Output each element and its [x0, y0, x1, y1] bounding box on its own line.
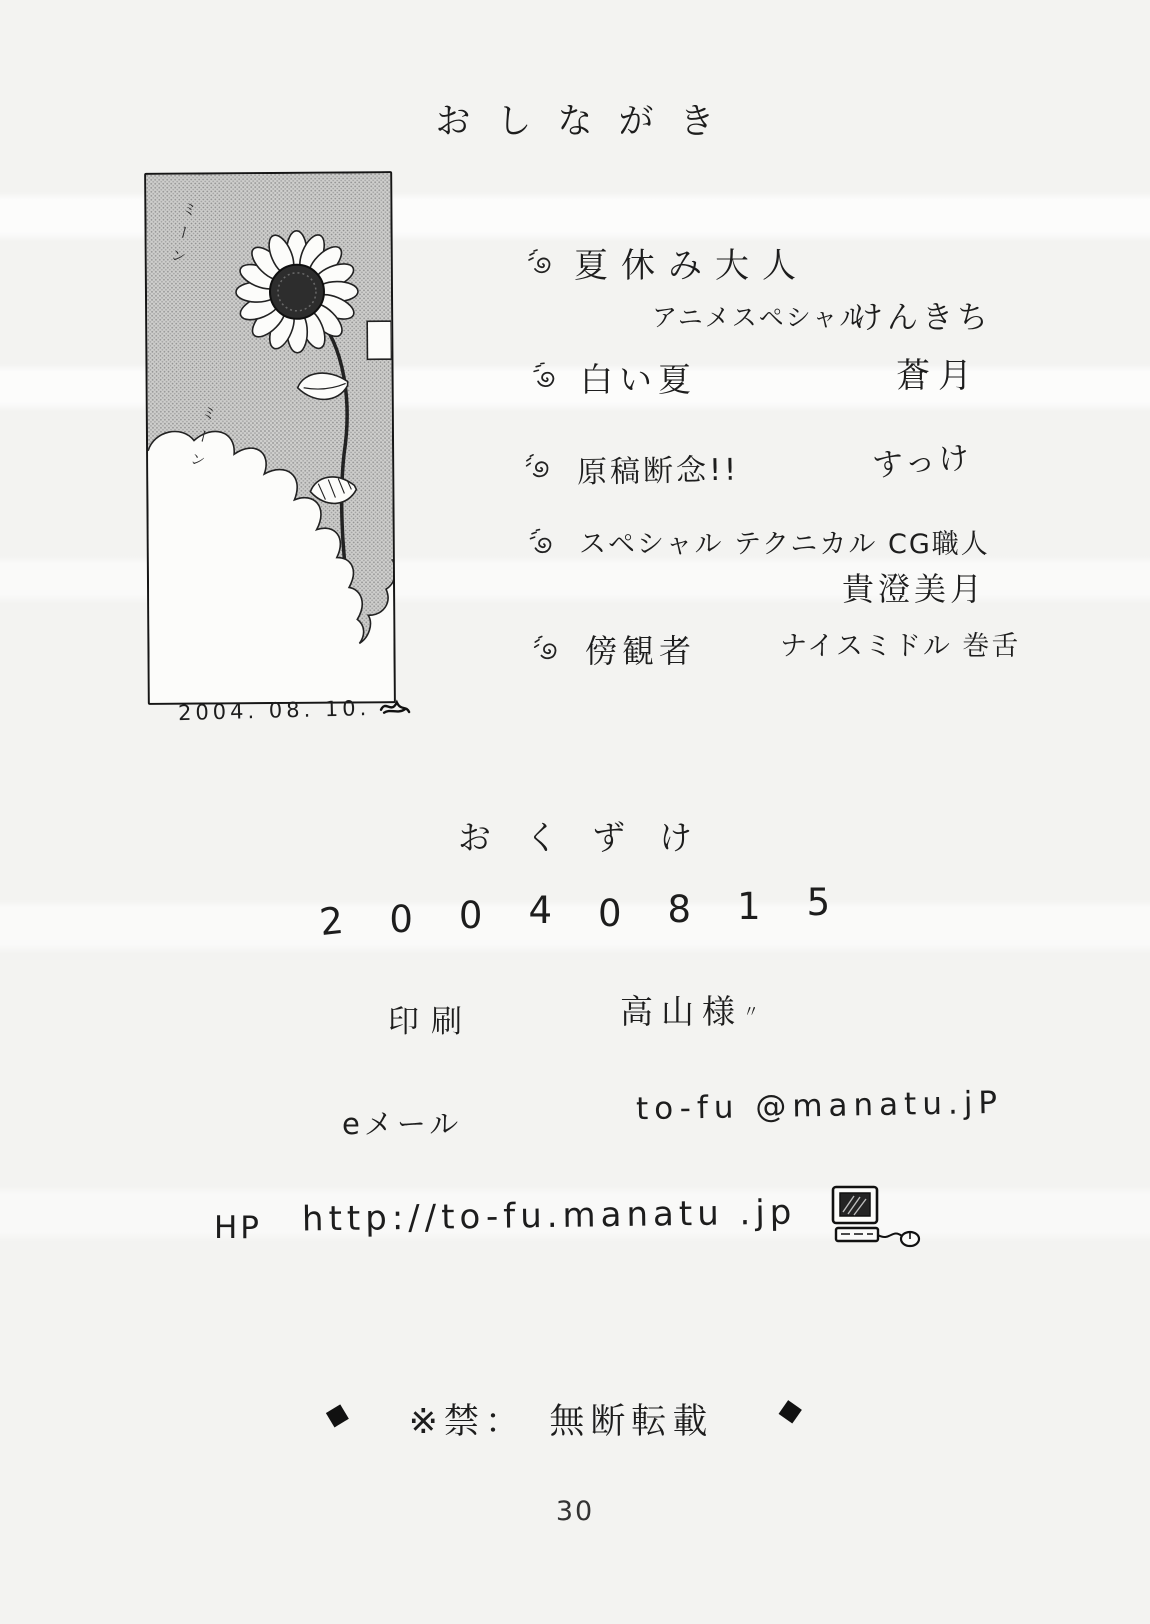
date-digit: 0 [458, 894, 483, 937]
sunflower-illustration [144, 171, 396, 705]
work-title: 原稿断念!! [576, 452, 740, 491]
printing-value-text: 高山様 [620, 992, 743, 1031]
work-title: 白い夏 [580, 360, 697, 399]
illustration-date-caption [178, 695, 413, 725]
spiral-bullet-icon [531, 633, 566, 668]
homepage-label: HP [214, 1210, 263, 1246]
spiral-bullet-icon [525, 526, 560, 561]
work-subtitle: アニメスペシャル [652, 303, 867, 332]
cicada-sound-text: ミーン [165, 199, 200, 274]
work-title: 夏休み大人 [574, 246, 809, 286]
printing-ditto-mark: 〃 [743, 1002, 760, 1021]
date-digit: 0 [598, 892, 622, 935]
date-digit: 0 [389, 898, 413, 941]
signature-scribble-icon [378, 696, 413, 719]
work-author: 貴澄美月 [842, 570, 987, 608]
work-author: すっけ [870, 439, 974, 485]
work-author: けんきち [852, 300, 992, 336]
printing-value [620, 986, 759, 1033]
spiral-bullet-icon [522, 450, 558, 486]
work-author: ナイスミドル 巻舌 [780, 631, 1021, 662]
illustration-date-text: 2004. 08. 10. [177, 696, 371, 726]
work-author: 蒼月 [896, 356, 980, 396]
email-label: eメール [342, 1107, 463, 1141]
computer-icon [830, 1184, 924, 1254]
email-address: to-fu @manatu.jP [635, 1084, 1004, 1128]
no-reproduction-notice: ※禁： 無断転載 [408, 1402, 714, 1442]
panel-tab [367, 321, 391, 359]
date-digit: 2 [317, 898, 346, 945]
spiral-bullet-icon [526, 248, 558, 280]
date-digit: 1 [737, 885, 761, 928]
date-digit: 8 [667, 888, 692, 931]
date-digit: 5 [806, 881, 831, 924]
work-title: スペシャル テクニカル CG職人 [579, 529, 990, 560]
colophon-date [317, 881, 831, 945]
colophon-heading: おくずけ [458, 818, 726, 857]
page-title: おしながき [435, 102, 741, 142]
cicada-sound-text: ミーン [184, 403, 220, 478]
spiral-bullet-icon [527, 359, 565, 397]
sunflower-head [236, 230, 359, 353]
printing-label: 印刷 [388, 1004, 474, 1040]
homepage-url: http://to-fu.manatu .jp [301, 1192, 797, 1240]
work-title: 傍観者 [585, 632, 697, 670]
diamond-ornament: ◆ [321, 1393, 354, 1435]
date-digit: 4 [528, 889, 552, 932]
page-number: 30 [555, 1496, 595, 1527]
diamond-ornament: ◆ [775, 1390, 805, 1430]
